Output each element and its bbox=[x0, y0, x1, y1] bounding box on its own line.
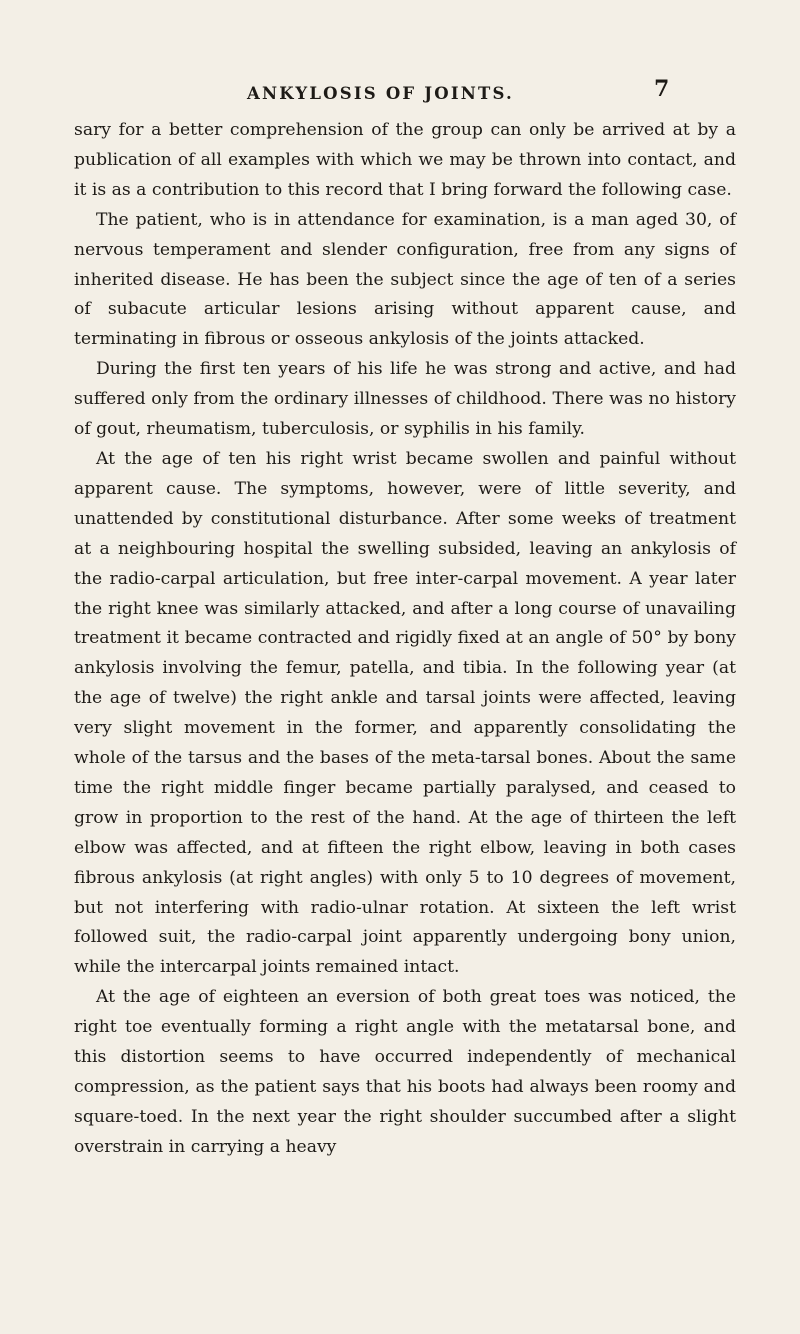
body-text bbox=[74, 116, 736, 1163]
paragraph-early-history: During the first ten years of his life he was strong and active, and had suffered only from the ordinary illnesses of childhood. There was no history of gout, rheumatism, tuberculosis, or syphilis in his family. bbox=[74, 359, 736, 440]
running-head bbox=[0, 76, 800, 108]
paragraph-continuation: sary for a better comprehension of the group can only be arrived at by a publication of all examples with which we may be thrown into contact, and it is as a contribution to this record that I bring forward the following case. bbox=[74, 120, 736, 200]
paragraph-toes-shoulder: At the age of eighteen an eversion of both great toes was noticed, the right toe eventually forming a right angle with the metatarsal bone, and this distortion seems to have occurred independently of mechanical compression, as the patient says that his boots had always been roomy and square-toed. In the next year the right shoulder succumbed after a slight overstrain in carrying a heavy bbox=[74, 987, 736, 1157]
paragraph-joint-progression: At the age of ten his right wrist became swollen and painful without apparent cause. The symptoms, however, were of little severity, and unattended by constitutional disturbance. After some weeks of treatment at a neighbouring hospital the swelling subsided, leaving an ankylosis of the radio-carpal articulation, but free inter-carpal movement. A year later the right knee was similarly attacked, and after a long course of unavailing treatment it became contracted and rigidly fixed at an angle of 50° by bony ankylosis involving the femur, patella, and tibia. In the following year (at the age of twelve) the right ankle and tarsal joints were affected, leaving very slight movement in the former, and apparently consolidating the whole of the tarsus and the bases of the meta-tarsal bones. About the same time the right middle finger became partially paralysed, and ceased to grow in proportion to the rest of the hand. At the age of thirteen the left elbow was affected, and at fifteen the right elbow, leaving in both cases fibrous ankylosis (at right angles) with only 5 to 10 degrees of movement, but not interfering with radio-ulnar rotation. At sixteen the left wrist followed suit, the radio-carpal joint apparently undergoing bony union, while the intercarpal joints remained intact. bbox=[74, 448, 736, 978]
running-title: ANKYLOSIS OF JOINTS. bbox=[247, 84, 514, 103]
paragraph-patient-description: The patient, who is in attendance for examination, is a man aged 30, of nervous temperament and slender configuration, free from any signs of inherited disease. He has been the subject since the age of ten of a series of subacute articular lesions arising without apparent cause, and terminating in fibrous or osseous ankylosis of the joints attacked. bbox=[74, 209, 736, 350]
page-number: 7 bbox=[654, 76, 670, 102]
